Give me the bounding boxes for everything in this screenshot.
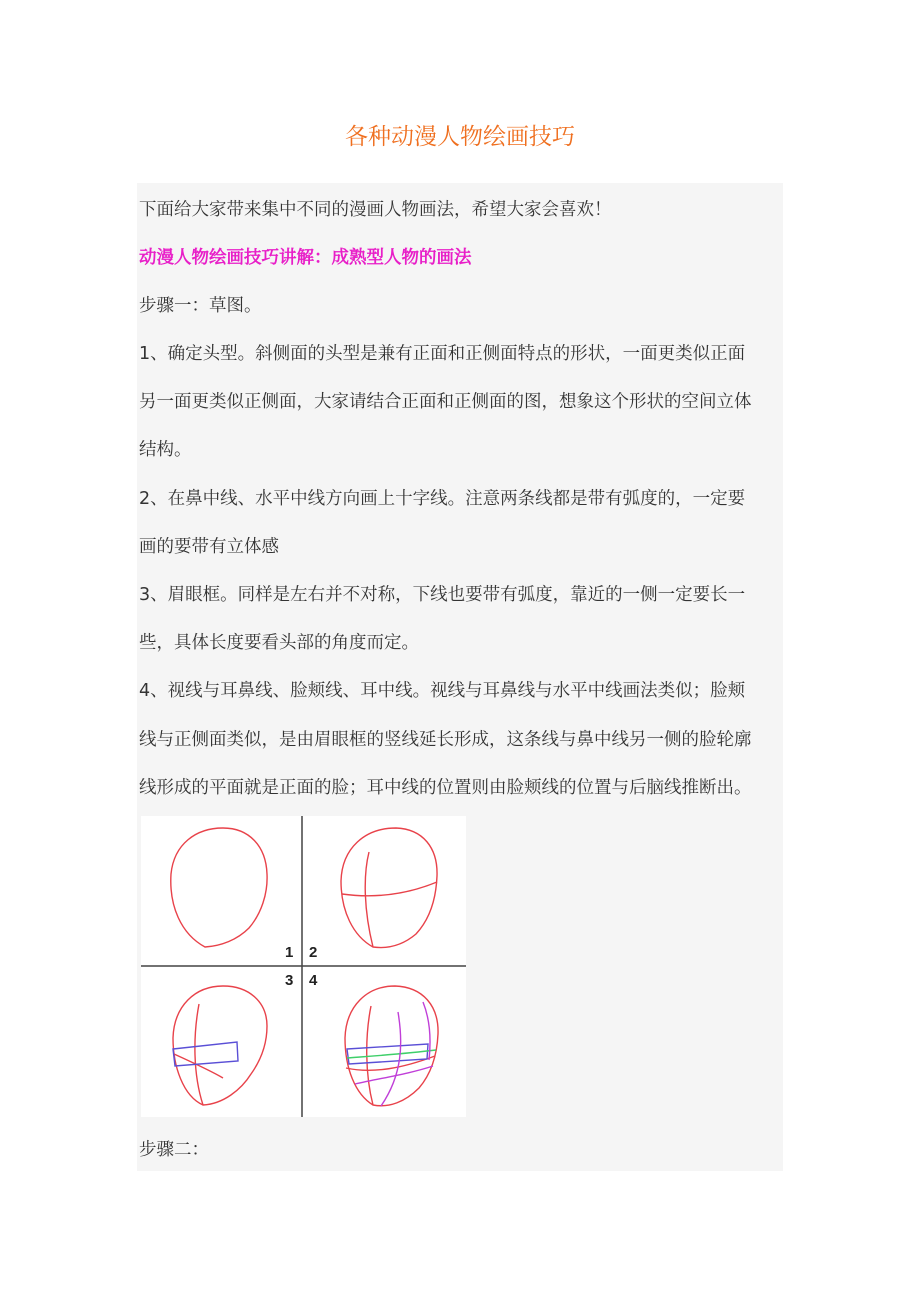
intro-paragraph: 下面给大家带来集中不同的漫画人物画法，希望大家会喜欢！	[139, 200, 612, 220]
text-line-1: 1、确定头型。斜侧面的头型是兼有正面和正侧面特点的形状，一面更类似正面	[139, 344, 746, 364]
panel-4-brow-box	[347, 1044, 428, 1064]
step2-heading: 步骤二：	[139, 1140, 209, 1160]
panel-label-3: 3	[285, 972, 294, 989]
text-line-7: 些，具体长度要看头部的角度而定。	[139, 633, 419, 653]
head-drawing-figure	[141, 816, 466, 1117]
panel-3-head-browbox	[173, 986, 267, 1105]
article-body	[137, 183, 783, 1171]
text-line-5: 画的要带有立体感	[139, 537, 279, 557]
panel-1-head-outline	[171, 828, 267, 947]
text-line-8: 4、视线与耳鼻线、脸颊线、耳中线。视线与耳鼻线与水平中线画法类似；脸颊	[139, 681, 746, 701]
text-line-3: 结构。	[139, 440, 192, 460]
step1-heading: 步骤一：草图。	[139, 296, 262, 316]
text-line-10: 线形成的平面就是正面的脸；耳中线的位置则由脸颊线的位置与后脑线推断出。	[139, 778, 752, 798]
panel-4-eye-line	[347, 1050, 436, 1058]
panel-3-brow-box	[173, 1042, 238, 1066]
text-line-6: 3、眉眼框。同样是左右并不对称，下线也要带有弧度，靠近的一侧一定要长一	[139, 585, 746, 605]
head-sketch-illustration	[141, 816, 466, 1117]
page-title: 各种动漫人物绘画技巧	[345, 124, 575, 150]
panel-label-1: 1	[285, 944, 294, 961]
panel-label-4: 4	[309, 972, 318, 989]
section-heading: 动漫人物绘画技巧讲解：成熟型人物的画法	[139, 248, 472, 268]
text-line-9: 线与正侧面类似，是由眉眼框的竖线延长形成，这条线与鼻中线另一侧的脸轮廓	[139, 730, 752, 750]
text-line-4: 2、在鼻中线、水平中线方向画上十字线。注意两条线都是带有弧度的，一定要	[139, 489, 746, 509]
panel-2-head-crossline	[341, 828, 437, 947]
text-line-2: 另一面更类似正侧面，大家请结合正面和正侧面的图，想象这个形状的空间立体	[139, 392, 752, 412]
panel-label-2: 2	[309, 944, 318, 961]
